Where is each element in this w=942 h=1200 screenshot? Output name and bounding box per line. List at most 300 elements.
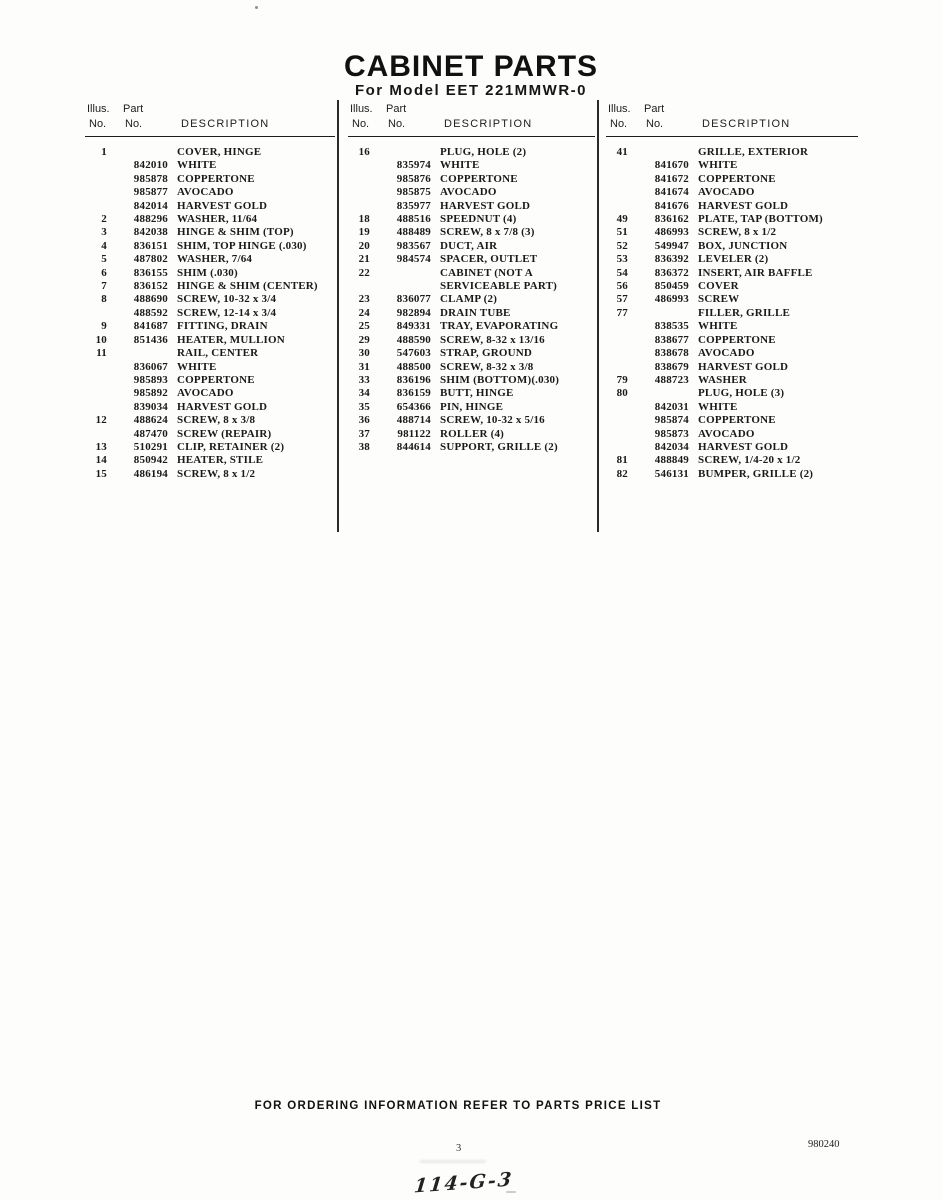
description-cell: INSERT, AIR BAFFLE: [698, 266, 813, 279]
table-row: [85, 159, 335, 172]
table-row: [606, 307, 858, 320]
part-no-cell: [637, 146, 689, 159]
part-no-cell: [637, 307, 689, 320]
illus-no-cell: 11: [96, 347, 107, 360]
illus-no-cell: 30: [358, 347, 370, 360]
description-cell: COVER, HINGE: [177, 146, 262, 158]
table-row: [348, 293, 595, 306]
description-cell: AVOCADO: [440, 186, 497, 199]
table-row: [85, 253, 335, 266]
table-header: [606, 103, 858, 137]
model-subtitle: For Model EET 221MMWR-0: [354, 82, 587, 99]
part-no-cell: 849331: [396, 320, 431, 333]
part-no-cell: 836155: [133, 266, 168, 279]
illus-no-cell: [85, 200, 107, 213]
description-cell: SUPPORT, GRILLE (2): [440, 440, 558, 453]
header-description: DESCRIPTION: [702, 118, 791, 130]
table-row: [85, 146, 335, 159]
part-no-cell: 839034: [133, 400, 168, 413]
illus-no-cell: 9: [101, 320, 107, 333]
table-row: [85, 468, 335, 481]
table-header: [85, 103, 335, 137]
table-row: [348, 387, 595, 400]
illus-no-cell: 25: [358, 320, 370, 333]
table-row: [606, 200, 858, 213]
table-row: [85, 374, 335, 387]
description-cell: SCREW: [698, 293, 740, 306]
description-cell: WHITE: [698, 320, 738, 333]
illus-no-cell: 1: [101, 146, 107, 158]
parts-rows: [348, 146, 595, 454]
illus-no-cell: 77: [616, 306, 628, 319]
illus-no-cell: 81: [616, 454, 628, 467]
part-no-cell: 838678: [654, 347, 689, 360]
illus-no-cell: 36: [358, 414, 370, 427]
description-cell: HARVEST GOLD: [177, 199, 268, 212]
part-no-cell: 842034: [654, 440, 689, 453]
part-no-cell: 841670: [654, 159, 689, 172]
description-cell: FITTING, DRAIN: [177, 320, 268, 333]
illus-no-cell: 82: [616, 467, 628, 480]
handwritten-note: 114-G-3: [412, 1168, 515, 1198]
description-cell: ROLLER (4): [440, 427, 505, 440]
description-cell: AVOCADO: [698, 186, 755, 199]
part-no-cell: 985892: [133, 387, 168, 400]
table-row: [85, 200, 335, 213]
illus-no-cell: [85, 401, 107, 414]
illus-no-cell: 52: [616, 239, 628, 252]
part-no-cell: 488624: [133, 414, 168, 427]
part-no-cell: 547603: [396, 347, 431, 360]
description-cell: COPPERTONE: [698, 172, 776, 185]
illus-no-cell: 22: [358, 266, 370, 279]
illus-no-cell: 38: [358, 440, 370, 453]
illus-no-cell: 51: [616, 226, 628, 239]
illus-no-cell: [85, 387, 107, 400]
table-row: [348, 414, 595, 427]
part-no-cell: 486993: [654, 293, 689, 306]
description-cell: WHITE: [698, 400, 738, 413]
part-no-cell: 836067: [133, 360, 168, 373]
part-no-cell: 488590: [396, 333, 431, 346]
description-cell: CLAMP (2): [440, 293, 498, 306]
table-row: [348, 280, 595, 293]
description-cell: AVOCADO: [177, 387, 234, 400]
description-cell: HEATER, STILE: [177, 454, 264, 467]
part-no-cell: 841674: [654, 186, 689, 199]
table-row: [606, 226, 858, 239]
illus-no-cell: 29: [358, 333, 370, 346]
parts-column-3: [606, 103, 858, 481]
description-cell: RAIL, CENTER: [177, 347, 259, 360]
scan-artifact-mark: [506, 1191, 516, 1193]
table-row: [85, 441, 335, 454]
illus-no-cell: 37: [358, 427, 370, 440]
description-cell: COPPERTONE: [177, 172, 255, 185]
part-no-cell: 985875: [396, 186, 431, 199]
illus-no-cell: 20: [358, 239, 370, 252]
description-cell: COPPERTONE: [698, 333, 776, 346]
table-row: [85, 307, 335, 320]
illus-no-cell: 23: [358, 293, 370, 306]
header-part-no: No.: [646, 118, 664, 130]
part-no-cell: [637, 387, 689, 400]
part-no-cell: 546131: [654, 467, 689, 480]
illus-no-cell: 35: [358, 400, 370, 413]
illus-no-cell: [606, 347, 628, 360]
illus-no-cell: [85, 374, 107, 387]
header-part-no: No.: [388, 118, 406, 130]
part-no-cell: 983567: [396, 239, 431, 252]
table-row: [348, 267, 595, 280]
table-row: [348, 146, 595, 159]
part-no-cell: 982894: [396, 306, 431, 319]
illus-no-cell: 54: [616, 266, 628, 279]
description-cell: PLATE, TAP (BOTTOM): [698, 213, 823, 226]
description-cell: WHITE: [440, 159, 480, 172]
table-row: [606, 334, 858, 347]
illus-no-cell: [348, 200, 370, 213]
illus-no-cell: [606, 159, 628, 172]
illus-no-cell: 10: [95, 333, 107, 346]
description-cell: SPACER, OUTLET: [440, 253, 538, 266]
part-no-cell: 985874: [654, 414, 689, 427]
illus-no-cell: 57: [616, 293, 628, 306]
description-cell: SCREW, 8-32 x 13/16: [440, 333, 545, 346]
scan-artifact-dot: [255, 6, 258, 9]
description-cell: WHITE: [177, 159, 217, 172]
description-cell: AVOCADO: [177, 186, 234, 199]
illus-no-cell: 19: [358, 226, 370, 239]
scan-artifact-smudge: [420, 1160, 486, 1163]
table-row: [606, 468, 858, 481]
table-row: [606, 401, 858, 414]
part-no-cell: 842031: [654, 400, 689, 413]
table-header: [348, 103, 595, 137]
illus-no-cell: [606, 414, 628, 427]
description-cell: PLUG, HOLE (2): [440, 146, 527, 158]
description-cell: SCREW, 10-32 x 5/16: [440, 414, 545, 427]
table-row: [606, 159, 858, 172]
illus-no-cell: 56: [616, 280, 628, 293]
table-row: [348, 374, 595, 387]
table-row: [348, 441, 595, 454]
illus-no-cell: [606, 320, 628, 333]
table-row: [606, 173, 858, 186]
description-cell: GRILLE, EXTERIOR: [698, 146, 809, 158]
part-no-cell: 836392: [654, 253, 689, 266]
parts-column-1: [85, 103, 335, 481]
part-no-cell: [379, 146, 431, 159]
description-cell: DUCT, AIR: [440, 239, 498, 252]
description-cell: CLIP, RETAINER (2): [177, 440, 285, 453]
illus-no-cell: 80: [616, 387, 628, 400]
part-no-cell: 488714: [396, 414, 431, 427]
description-cell: TRAY, EVAPORATING: [440, 320, 559, 333]
table-row: [348, 428, 595, 441]
table-row: [348, 226, 595, 239]
part-no-cell: 985877: [133, 186, 168, 199]
description-cell: AVOCADO: [698, 347, 755, 360]
header-description: DESCRIPTION: [444, 118, 533, 130]
description-cell: SCREW, 8 x 3/8: [177, 414, 256, 427]
part-no-cell: 488592: [133, 306, 168, 319]
table-row: [85, 401, 335, 414]
table-row: [348, 240, 595, 253]
illus-no-cell: [606, 441, 628, 454]
part-no-cell: 486993: [654, 226, 689, 239]
description-cell: COPPERTONE: [177, 373, 255, 386]
table-row: [348, 213, 595, 226]
description-cell: WHITE: [698, 159, 738, 172]
header-illus: Illus.: [87, 103, 110, 115]
description-cell: SHIM, TOP HINGE (.030): [177, 239, 307, 252]
part-no-cell: 488690: [133, 293, 168, 306]
header-part: Part: [123, 103, 144, 115]
header-description: DESCRIPTION: [181, 118, 270, 130]
illus-no-cell: 3: [101, 226, 107, 239]
header-illus-no: No.: [352, 118, 370, 130]
table-row: [85, 213, 335, 226]
table-row: [85, 226, 335, 239]
table-row: [606, 374, 858, 387]
part-no-cell: 835977: [396, 199, 431, 212]
description-cell: HINGE & SHIM (TOP): [177, 226, 294, 239]
header-illus: Illus.: [350, 103, 373, 115]
table-row: [85, 280, 335, 293]
part-no-cell: 836196: [396, 373, 431, 386]
table-row: [606, 186, 858, 199]
parts-rows: [85, 146, 335, 481]
illus-no-cell: [606, 200, 628, 213]
part-no-cell: 985893: [133, 373, 168, 386]
illus-no-cell: 5: [101, 253, 107, 266]
illus-no-cell: [606, 186, 628, 199]
illus-no-cell: 6: [101, 266, 107, 279]
part-no-cell: 841687: [133, 320, 168, 333]
header-part-no: No.: [125, 118, 143, 130]
description-cell: AVOCADO: [698, 427, 755, 440]
table-row: [606, 146, 858, 159]
illus-no-cell: [348, 186, 370, 199]
doc-number: 980240: [808, 1139, 840, 1150]
part-no-cell: 842038: [133, 226, 168, 239]
table-row: [348, 253, 595, 266]
table-row: [348, 186, 595, 199]
table-row: [606, 454, 858, 467]
description-cell: COPPERTONE: [440, 172, 518, 185]
part-no-cell: 488849: [654, 454, 689, 467]
table-row: [606, 253, 858, 266]
part-no-cell: 488516: [396, 213, 431, 226]
description-cell: SCREW, 8 x 7/8 (3): [440, 226, 535, 239]
illus-no-cell: [85, 361, 107, 374]
description-cell: SCREW, 8-32 x 3/8: [440, 360, 534, 373]
part-no-cell: 851436: [133, 333, 168, 346]
part-no-cell: 487802: [133, 253, 168, 266]
description-cell: LEVELER (2): [698, 253, 769, 266]
table-row: [606, 280, 858, 293]
table-row: [348, 320, 595, 333]
table-row: [85, 293, 335, 306]
header-part: Part: [386, 103, 407, 115]
table-row: [606, 293, 858, 306]
part-no-cell: 985873: [654, 427, 689, 440]
table-row: [85, 334, 335, 347]
illus-no-cell: 8: [101, 293, 107, 306]
table-row: [348, 334, 595, 347]
part-no-cell: [379, 280, 431, 293]
illus-no-cell: [85, 159, 107, 172]
description-cell: PLUG, HOLE (3): [698, 387, 785, 400]
table-row: [348, 173, 595, 186]
part-no-cell: 836077: [396, 293, 431, 306]
part-no-cell: 836151: [133, 239, 168, 252]
illus-no-cell: 33: [358, 373, 370, 386]
illus-no-cell: 79: [616, 373, 628, 386]
parts-column-2: [348, 103, 595, 454]
description-cell: HARVEST GOLD: [177, 400, 268, 413]
part-no-cell: 850459: [654, 280, 689, 293]
description-cell: SHIM (BOTTOM)(.030): [440, 373, 560, 386]
table-row: [348, 347, 595, 360]
parts-rows: [606, 146, 858, 481]
description-cell: FILLER, GRILLE: [698, 306, 791, 319]
description-cell: STRAP, GROUND: [440, 347, 533, 360]
part-no-cell: 510291: [133, 440, 168, 453]
description-cell: SCREW, 12-14 x 3/4: [177, 306, 277, 319]
illus-no-cell: [348, 173, 370, 186]
description-cell: SCREW (REPAIR): [177, 427, 272, 440]
part-no-cell: 487470: [133, 427, 168, 440]
description-cell: WASHER, 11/64: [177, 213, 258, 226]
page-title: CABINET PARTS: [343, 50, 599, 83]
description-cell: HARVEST GOLD: [698, 199, 789, 212]
illus-no-cell: [85, 428, 107, 441]
description-cell: SCREW, 8 x 1/2: [177, 467, 256, 480]
table-row: [606, 414, 858, 427]
table-row: [348, 200, 595, 213]
illus-no-cell: [606, 428, 628, 441]
description-cell: SHIM (.030): [177, 266, 238, 279]
table-row: [606, 267, 858, 280]
header-illus-no: No.: [610, 118, 628, 130]
table-row: [85, 361, 335, 374]
header-illus: Illus.: [608, 103, 631, 115]
header-illus-no: No.: [89, 118, 107, 130]
table-row: [85, 414, 335, 427]
part-no-cell: 654366: [396, 400, 431, 413]
illus-no-cell: [606, 334, 628, 347]
table-row: [85, 186, 335, 199]
illus-no-cell: 31: [358, 360, 370, 373]
part-no-cell: 841672: [654, 172, 689, 185]
part-no-cell: [116, 146, 168, 159]
table-row: [85, 428, 335, 441]
illus-no-cell: 14: [95, 454, 107, 467]
illus-no-cell: 41: [616, 146, 628, 158]
part-no-cell: 841676: [654, 199, 689, 212]
part-no-cell: [116, 347, 168, 360]
description-cell: HARVEST GOLD: [440, 199, 531, 212]
illus-no-cell: [606, 361, 628, 374]
illus-no-cell: [85, 307, 107, 320]
description-cell: COPPERTONE: [698, 414, 776, 427]
table-row: [606, 320, 858, 333]
part-no-cell: 985878: [133, 172, 168, 185]
illus-no-cell: 7: [101, 280, 107, 293]
description-cell: HINGE & SHIM (CENTER): [177, 280, 318, 293]
description-cell: SCREW, 10-32 x 3/4: [177, 293, 277, 306]
part-no-cell: 836159: [396, 387, 431, 400]
part-no-cell: 850942: [133, 454, 168, 467]
description-cell: BOX, JUNCTION: [698, 239, 788, 252]
part-no-cell: 838677: [654, 333, 689, 346]
part-no-cell: 842014: [133, 199, 168, 212]
part-no-cell: 835974: [396, 159, 431, 172]
description-cell: CABINET (NOT A: [440, 266, 533, 279]
table-row: [85, 347, 335, 360]
illus-no-cell: 49: [616, 213, 628, 226]
table-row: [606, 387, 858, 400]
column-divider: [337, 100, 339, 532]
illus-no-cell: [348, 280, 370, 293]
page-number: 3: [456, 1143, 462, 1154]
table-row: [606, 428, 858, 441]
table-row: [348, 361, 595, 374]
part-no-cell: 488723: [654, 373, 689, 386]
illus-no-cell: 34: [358, 387, 370, 400]
table-row: [85, 454, 335, 467]
illus-no-cell: 12: [95, 414, 107, 427]
table-row: [606, 361, 858, 374]
ordering-note: FOR ORDERING INFORMATION REFER TO PARTS PRICE LIST: [254, 1100, 662, 1112]
illus-no-cell: 13: [95, 440, 107, 453]
description-cell: SCREW, 1/4-20 x 1/2: [698, 454, 801, 467]
part-no-cell: 488489: [396, 226, 431, 239]
table-row: [606, 441, 858, 454]
illus-no-cell: [348, 159, 370, 172]
table-row: [348, 401, 595, 414]
illus-no-cell: 2: [101, 213, 107, 226]
part-no-cell: 981122: [397, 427, 431, 440]
illus-no-cell: [85, 173, 107, 186]
illus-no-cell: [85, 186, 107, 199]
part-no-cell: 488500: [396, 360, 431, 373]
description-cell: WHITE: [177, 360, 217, 373]
table-row: [85, 387, 335, 400]
illus-no-cell: 16: [358, 146, 370, 158]
description-cell: DRAIN TUBE: [440, 306, 511, 319]
description-cell: BUMPER, GRILLE (2): [698, 467, 814, 480]
illus-no-cell: 18: [358, 213, 370, 226]
illus-no-cell: [606, 401, 628, 414]
part-no-cell: 836152: [133, 280, 168, 293]
part-no-cell: 838535: [654, 320, 689, 333]
part-no-cell: 486194: [133, 467, 168, 480]
table-row: [85, 173, 335, 186]
description-cell: HARVEST GOLD: [698, 360, 789, 373]
illus-no-cell: 21: [358, 253, 370, 266]
description-cell: COVER: [698, 280, 739, 293]
description-cell: BUTT, HINGE: [440, 387, 514, 400]
column-divider: [597, 100, 599, 532]
description-cell: SERVICEABLE PART): [440, 280, 558, 293]
description-cell: WASHER, 7/64: [177, 253, 253, 266]
part-no-cell: 842010: [133, 159, 168, 172]
table-row: [606, 213, 858, 226]
description-cell: PIN, HINGE: [440, 400, 504, 413]
